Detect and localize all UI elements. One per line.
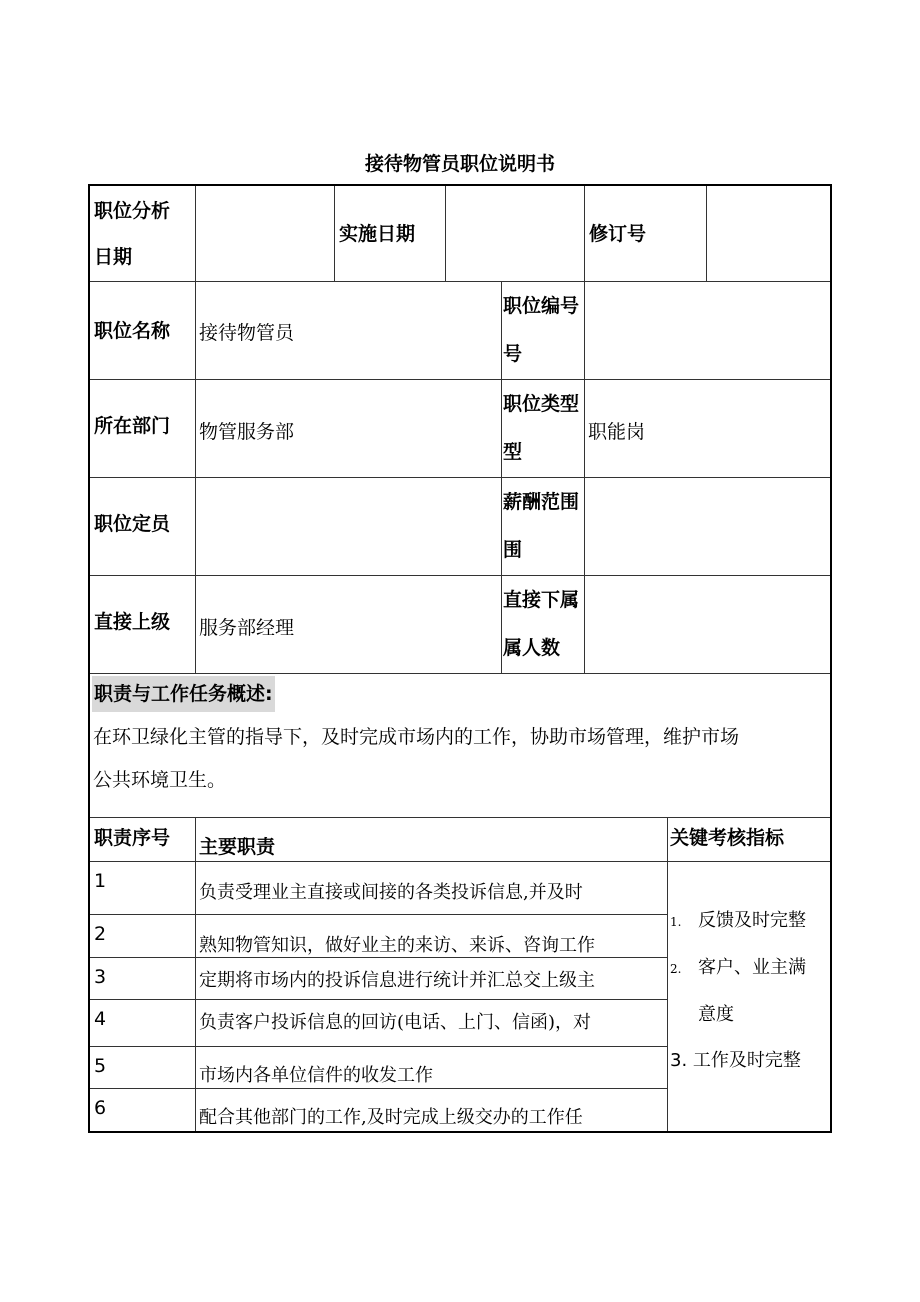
subordinates-label-line2: 属人数 — [503, 637, 561, 659]
kpi-item-3-number: 3. — [670, 1050, 688, 1071]
kpi-header: 关键考核指标 — [668, 818, 830, 862]
duty-no-5: 5 — [90, 1047, 196, 1089]
duty-no-4: 4 — [90, 1000, 196, 1047]
salary-range-label-line1: 薪酬范围 — [503, 491, 580, 513]
salary-range-label-line2: 围 — [503, 539, 523, 561]
revision-value[interactable] — [707, 186, 830, 282]
effective-date-value[interactable] — [446, 186, 585, 282]
kpi-item-2-number: 2. — [670, 962, 682, 976]
department-label: 所在部门 — [90, 380, 196, 478]
subordinates-label-line1: 直接下属 — [503, 589, 580, 611]
duty-no-2: 2 — [90, 915, 196, 958]
duty-text-2: 熟知物管知识，做好业主的来访、来诉、咨询工作 — [196, 915, 668, 958]
position-type-label-line1: 职位类型 — [503, 393, 580, 415]
kpi-item-1-text: 反馈及时完整 — [698, 910, 806, 931]
summary-section — [90, 674, 830, 818]
supervisor-value: 服务部经理 — [196, 576, 502, 674]
duty-main-header: 主要职责 — [196, 818, 668, 862]
kpi-item-3-text: 工作及时完整 — [692, 1050, 801, 1071]
revision-label: 修订号 — [585, 186, 707, 282]
position-type-label — [502, 380, 585, 478]
duty-no-6: 6 — [90, 1089, 196, 1131]
duty-text-5: 市场内各单位信件的收发工作 — [196, 1047, 668, 1089]
position-code-label — [502, 282, 585, 380]
effective-date-label: 实施日期 — [335, 186, 446, 282]
subordinates-label — [502, 576, 585, 674]
position-name-value: 接待物管员 — [196, 282, 502, 380]
document-title: 接待物管员职位说明书 — [364, 153, 555, 175]
duty-no-1: 1 — [90, 862, 196, 915]
headcount-value[interactable] — [196, 478, 502, 576]
kpi-list — [668, 862, 830, 1131]
summary-line2: 公共环境卫生。 — [93, 769, 227, 791]
summary-line1: 在环卫绿化主管的指导下，及时完成市场内的工作，协助市场管理，维护市场 — [93, 726, 740, 748]
kpi-item-1-number: 1. — [670, 915, 682, 929]
summary-heading: 职责与工作任务概述: — [92, 676, 275, 712]
analysis-date-value[interactable] — [196, 186, 335, 282]
duty-no-header: 职责序号 — [90, 818, 196, 862]
supervisor-label: 直接上级 — [90, 576, 196, 674]
duty-no-3: 3 — [90, 958, 196, 1000]
kpi-item-2 — [670, 945, 830, 992]
duty-text-3: 定期将市场内的投诉信息进行统计并汇总交上级主 — [196, 958, 668, 1000]
analysis-date-label-line1: 职位分析 — [94, 200, 171, 222]
duty-text-1: 负责受理业主直接或间接的各类投诉信息,并及时 — [196, 862, 668, 915]
kpi-item-2-cont: 意度 — [698, 1004, 734, 1025]
kpi-item-2-text: 客户、业主满 — [698, 957, 806, 978]
duty-text-4: 负责客户投诉信息的回访(电话、上门、信函)，对 — [196, 1000, 668, 1047]
analysis-date-label — [90, 186, 196, 282]
duty-text-6: 配合其他部门的工作,及时完成上级交办的工作任 — [196, 1089, 668, 1131]
position-type-label-line2: 型 — [503, 441, 523, 463]
subordinates-value[interactable] — [585, 576, 830, 674]
position-type-value: 职能岗 — [585, 380, 830, 478]
position-name-label: 职位名称 — [90, 282, 196, 380]
kpi-item-1 — [670, 898, 830, 945]
kpi-item-3 — [670, 1038, 830, 1084]
position-code-label-line2: 号 — [503, 343, 523, 365]
headcount-label: 职位定员 — [90, 478, 196, 576]
position-code-value[interactable] — [585, 282, 830, 380]
analysis-date-label-line2: 日期 — [94, 246, 133, 268]
department-value: 物管服务部 — [196, 380, 502, 478]
position-code-label-line1: 职位编号 — [503, 295, 580, 317]
salary-range-value[interactable] — [585, 478, 830, 576]
salary-range-label — [502, 478, 585, 576]
